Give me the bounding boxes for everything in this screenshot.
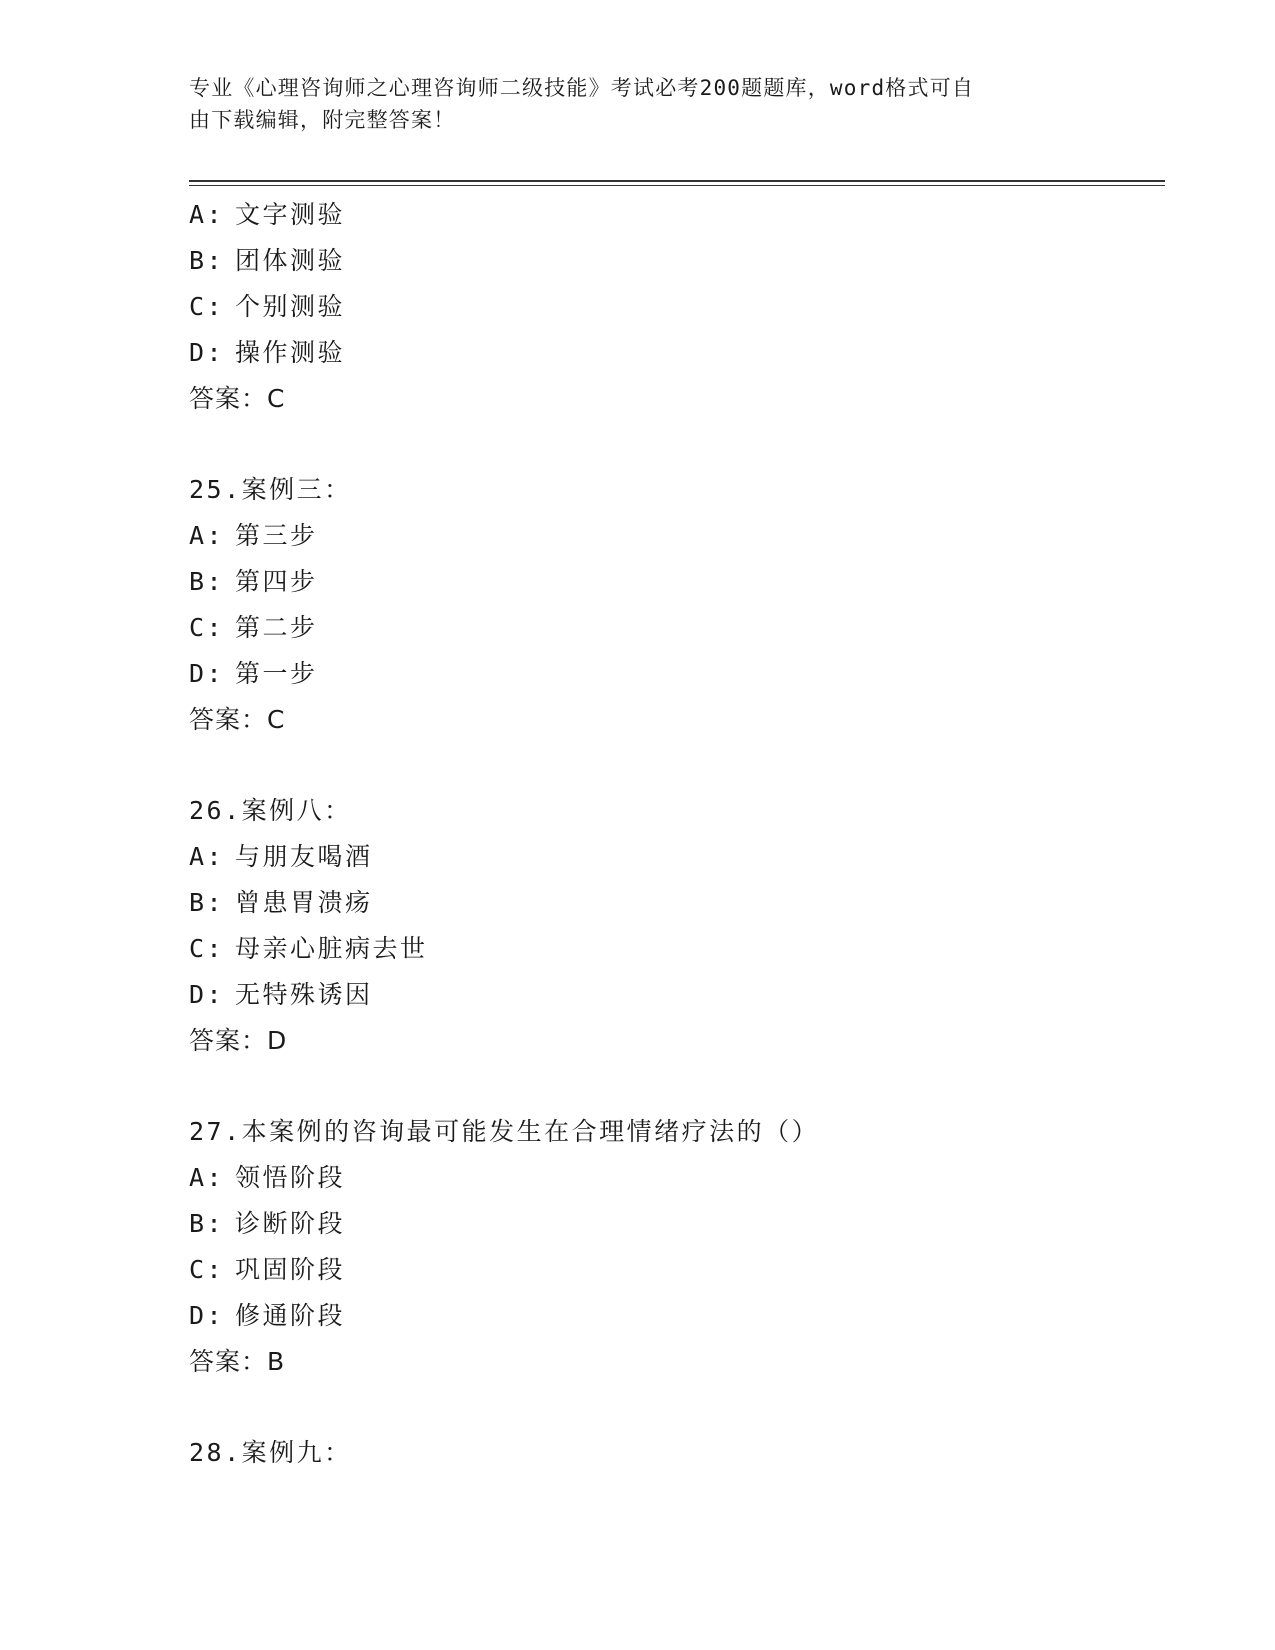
question-title: 28.案例九： <box>189 1438 352 1467</box>
question-24 <box>189 192 1169 422</box>
answer-line: 答案：B <box>189 1347 286 1376</box>
option-text: 曾患胃溃疡 <box>235 888 373 917</box>
option-letter: D: <box>189 659 225 688</box>
question-28 <box>189 1430 1169 1476</box>
question-list <box>189 192 1169 1476</box>
option-letter: B: <box>189 1209 225 1238</box>
header-line-1: 专业《心理咨询师之心理咨询师二级技能》考试必考200题题库，word格式可自 <box>189 76 975 100</box>
option-text: 修通阶段 <box>235 1301 346 1330</box>
option-letter: A: <box>189 200 225 229</box>
option-text: 文字测验 <box>235 200 346 229</box>
option-d <box>189 1293 1169 1339</box>
option-letter: B: <box>189 246 225 275</box>
option-text: 领悟阶段 <box>235 1163 346 1192</box>
option-letter: A: <box>189 1163 225 1192</box>
answer-line: 答案：C <box>189 384 286 413</box>
option-c <box>189 1247 1169 1293</box>
option-c <box>189 284 1169 330</box>
option-text: 巩固阶段 <box>235 1255 346 1284</box>
option-b <box>189 238 1169 284</box>
question-25 <box>189 467 1169 743</box>
option-c <box>189 926 1169 972</box>
option-text: 第二步 <box>235 613 318 642</box>
header-rule-thick <box>189 180 1165 182</box>
question-26 <box>189 788 1169 1064</box>
option-text: 操作测验 <box>235 338 346 367</box>
option-a <box>189 1155 1169 1201</box>
option-d <box>189 651 1169 697</box>
option-d <box>189 330 1169 376</box>
option-a <box>189 834 1169 880</box>
option-letter: D: <box>189 338 225 367</box>
option-letter: C: <box>189 613 225 642</box>
header-rule-thin <box>189 185 1165 186</box>
option-text: 第三步 <box>235 521 318 550</box>
option-text: 诊断阶段 <box>235 1209 346 1238</box>
option-letter: C: <box>189 934 225 963</box>
option-a <box>189 192 1169 238</box>
option-text: 与朋友喝酒 <box>235 842 373 871</box>
option-letter: C: <box>189 292 225 321</box>
option-letter: B: <box>189 888 225 917</box>
question-title: 25.案例三： <box>189 475 352 504</box>
option-text: 无特殊诱因 <box>235 980 373 1009</box>
question-27 <box>189 1109 1169 1385</box>
option-b <box>189 1201 1169 1247</box>
answer-line: 答案：C <box>189 705 286 734</box>
spacer <box>189 1064 1169 1109</box>
option-text: 第一步 <box>235 659 318 688</box>
option-d <box>189 972 1169 1018</box>
document-header <box>189 72 1069 136</box>
option-letter: D: <box>189 1301 225 1330</box>
option-c <box>189 605 1169 651</box>
option-letter: C: <box>189 1255 225 1284</box>
option-text: 母亲心脏病去世 <box>235 934 428 963</box>
option-text: 个别测验 <box>235 292 346 321</box>
option-text: 团体测验 <box>235 246 346 275</box>
spacer <box>189 743 1169 788</box>
option-letter: A: <box>189 842 225 871</box>
option-a <box>189 513 1169 559</box>
option-letter: D: <box>189 980 225 1009</box>
option-letter: B: <box>189 567 225 596</box>
header-line-2: 由下载编辑，附完整答案！ <box>189 108 456 132</box>
answer-line: 答案：D <box>189 1026 288 1055</box>
option-letter: A: <box>189 521 225 550</box>
spacer <box>189 422 1169 467</box>
option-b <box>189 880 1169 926</box>
question-title: 26.案例八： <box>189 796 352 825</box>
option-b <box>189 559 1169 605</box>
option-text: 第四步 <box>235 567 318 596</box>
question-title: 27.本案例的咨询最可能发生在合理情绪疗法的（） <box>189 1117 820 1146</box>
spacer <box>189 1385 1169 1430</box>
